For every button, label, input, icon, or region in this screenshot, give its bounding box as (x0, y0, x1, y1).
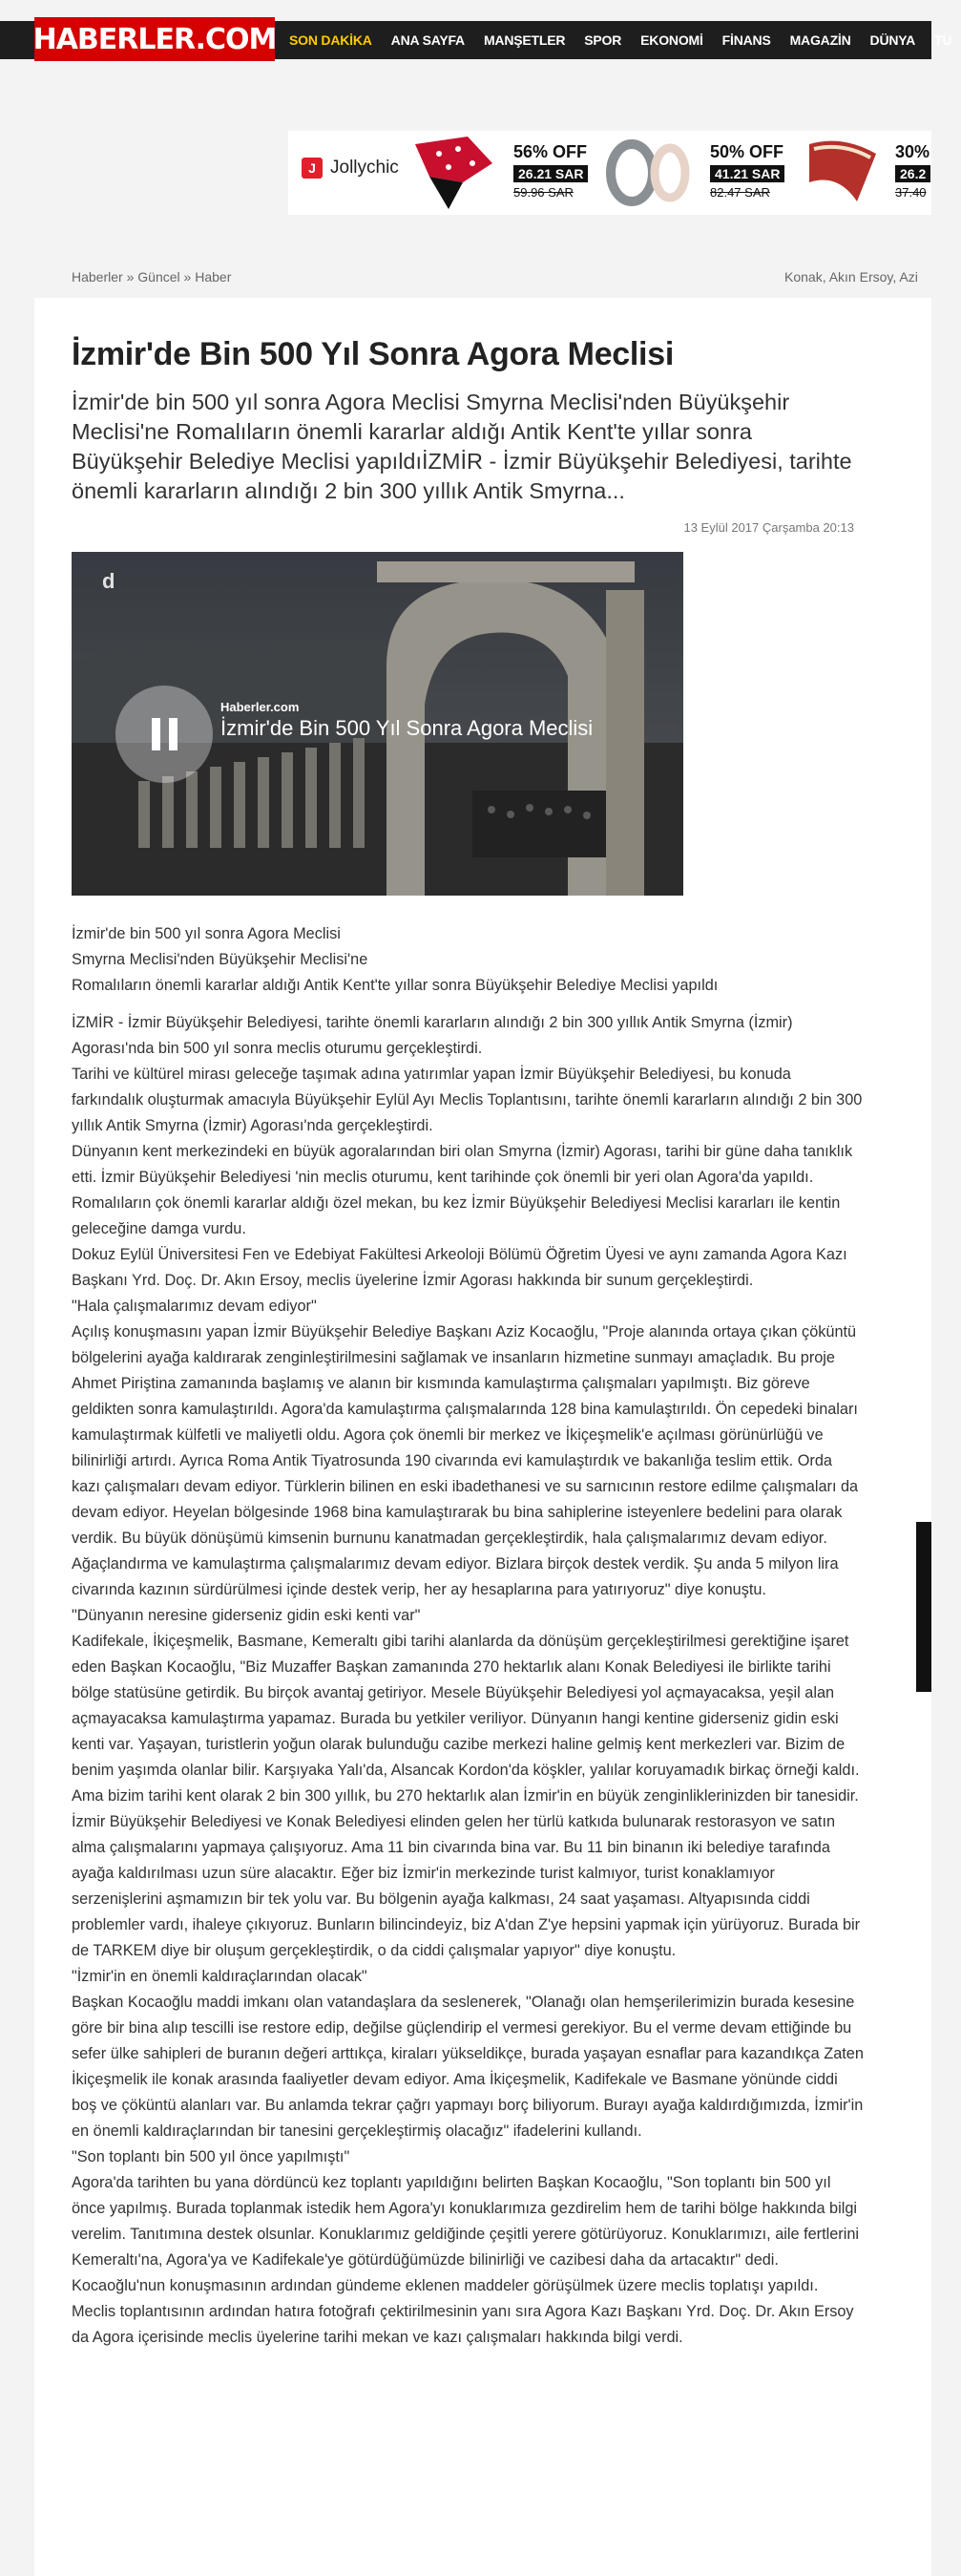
article-title: İzmir'de Bin 500 Yıl Sonra Agora Meclisi (72, 336, 674, 372)
article-paragraph: İZMİR - İzmir Büyükşehir Belediyesi, tarihte önemli kararların alındığı 2 bin 300 yıllık Antik Smyrna (İzmir) Agorası'nda bin 500 yıl sonra meclis oturumu gerçekleştirdi. (72, 1014, 793, 1057)
dailymotion-logo-icon: d (102, 569, 115, 593)
article-paragraph: Kocaoğlu'nun konuşmasının ardından gündeme eklenen maddeler görüşülmek üzere meclis toplatışı yapıldı. Meclis toplantısının ardından hatıra fotoğrafı çektirilmesinin yanı sıra Agora Kazı Başkanı Yrd. Doç. Dr. Akın Ersoy da Agora içerisinde meclis üyelerine tarihi mekan ve kazı çalışmaları hakkında bilgi verdi. (72, 2277, 854, 2346)
nav-mansetler[interactable]: MANŞETLER (483, 32, 566, 48)
article-subheading: "Dünyanın neresine giderseniz gidin eski kenti var" (72, 1607, 421, 1624)
video-player[interactable] (72, 552, 683, 896)
summary-line: İzmir'de bin 500 yıl sonra Agora Meclisi (72, 925, 341, 942)
pause-button[interactable] (115, 686, 213, 783)
breadcrumb-haber[interactable]: Haber (195, 269, 232, 285)
ad-deal-2-old-price: 82.47 SAR (710, 185, 770, 200)
red-bandana-image (410, 135, 496, 211)
article-date: 13 Eylül 2017 Çarşamba 20:13 (683, 520, 854, 535)
jollychic-logo-icon: J (302, 158, 323, 179)
ad-deal-3-old-price: 37.40 (895, 185, 927, 200)
breadcrumb-guncel[interactable]: Güncel (137, 269, 180, 285)
video-source: Haberler.com (220, 700, 300, 714)
nav-magazin[interactable]: MAGAZİN (789, 32, 851, 48)
nav-finans[interactable]: FİNANS (721, 32, 771, 48)
ad-banner[interactable] (288, 131, 931, 215)
article-subheading: "Son toplantı bin 500 yıl önce yapılmıştı" (72, 2148, 350, 2165)
nav-ekonomi[interactable]: EKONOMİ (640, 32, 703, 48)
breadcrumb (72, 269, 231, 285)
ad-deal-2-discount: 50% OFF (710, 142, 784, 161)
ad-deal-1-price: 26.21 SAR (513, 165, 588, 182)
breadcrumb-separator: » (126, 269, 135, 285)
grey-headband-image (603, 135, 689, 211)
nav-turkiye[interactable]: TÜ (934, 32, 952, 48)
article-paragraph: Başkan Kocaoğlu maddi imkanı olan vatandaşlara da seslenerek, "Olanağı olan hemşerilerimizin burada kesesine göre bir bina alıp tescilli ise restore edip, değilse güçlendirip el vermesi gerekiyor. Bu el verme devam ettiğinde bu sefer ülke sahipleri de buranın değeri arttıkça, kiraları yükseldikçe, burada yaşayan esnaflar para kazandıkça Zaten İkiçeşmelik ile konak arasında faaliyetler devam ediyor. Ama İkiçeşmelik, Kadifekale ve Basmane yönünde ciddi boş ve çöküntü alanları var. Bu anlamda tekrar çağrı yapmayı borç biliyorum. Burayı ayağa kaldırdığımızda, İzmir'in en önemli kaldıraçlarından bir tanesini gerçekleştirmiş olacağız" ifadelerini kullandı. (72, 1994, 864, 2140)
ad-brand-name: Jollychic (330, 158, 399, 178)
article-paragraph: Kadifekale, İkiçeşmelik, Basmane, Kemeraltı gibi tarihi alanlarda da dönüşüm gerçekleştirilmesi gerektiğine işaret eden Başkan Kocaoğlu, "Biz Muzaffer Başkan zamanında 270 hektarlık alanı Konak Belediyesi ile birlikte tarihi bölge statüsüne getirdik. Bu birçok avantaj getiriyor. Mesele Büyükşehir Belediyesi yol açmayacaksa, yeşil alan açmayacaksa kamulaştırma yapamaz. Burada bu yetkiler veriliyor. Dünyanın hangi kentine giderseniz gidin eski kenti var. Yaşayan, turistlerin yoğun olarak bulunduğu cazibe merkezi haline gelmiş kent merkezleri var. Bizim de benim yaşımda olanlar bilir. Karşıyaka Yalı'da, Alsancak Kordon'da köşkler, yalılar koruyamadık birkaç örneği kaldı. Ama bizim tarihi kent olarak 2 bin 300 yıllık, bu 270 hektarlık alan İzmir'in en büyük zenginliklerinizden bir tanesidir. İzmir Büyükşehir Belediyesi ve Konak Belediyesi elinden gelen her türlü katkıda bulunarak restorasyon ve satın alma çalışmalarını yapmaya çalışıyoruz. Ama 11 bin civarında bina var. Bu 11 bin binanın iki belediye tarafında ayağa kaldırılması uzun süre alacaktır. Eğer biz İzmir'in merkezinde turist kalmıyor, turist konaklamıyor serzenişlerini aşmamızın bir tek yolu var. Bu bölgenin ayağa kalkması, 24 saat yaşaması. Altyapısında ciddi problemler vardı, ihaleye çıkıyoruz. Bunların bilincindeyiz, biz A'dan Z'ye hepsini yapmak için yürüyoruz. Burada bir de TARKEM diye bir oluşum gerçekleştirdik, o da ciddi çalışmalar yapıyor" diye konuştu. (72, 1633, 861, 1959)
ad-deal-3-discount: 30% (895, 142, 930, 161)
breadcrumb-tags[interactable]: Konak, Akın Ersoy, Azi (784, 269, 918, 285)
article-summary (72, 921, 864, 999)
site-logo[interactable]: HABERLER.COM (34, 17, 275, 61)
ad-deal-2 (710, 142, 784, 200)
article-lede: İzmir'de bin 500 yıl sonra Agora Meclisi Smyrna Meclisi'nden Büyükşehir Meclisi'ne Romalıların önemli kararlar aldığı Antik Kent'te yıllar sonra Büyükşehir Belediye Meclisi yapıldıİZMİR - İzmir Büyükşehir Belediyesi, tarihte önemli kararların alındığı 2 bin 300 yıllık Antik Smyrna... (72, 390, 852, 503)
article-paragraph: Dokuz Eylül Üniversitesi Fen ve Edebiyat Fakültesi Arkeoloji Bölümü Öğretim Üyesi ve aynı zamanda Agora Kazı Başkanı Yrd. Doç. Dr. Akın Ersoy, meclis üyelerine İzmir Agorası hakkında bir sunum gerçekleştirdi. (72, 1246, 847, 1289)
ad-deal-1-old-price: 59.96 SAR (513, 185, 574, 200)
ad-deal-3-price: 26.2 (895, 165, 930, 182)
ad-deal-1-discount: 56% OFF (513, 142, 588, 161)
ad-deal-2-price: 41.21 SAR (710, 165, 784, 182)
summary-line: Romalıların önemli kararlar aldığı Antik Kent'te yıllar sonra Büyükşehir Belediye Meclisi yapıldı (72, 977, 719, 994)
breadcrumb-haberler[interactable]: Haberler (72, 269, 123, 285)
ad-brand (302, 158, 399, 179)
main-nav (289, 21, 961, 59)
article-paragraph: Açılış konuşmasını yapan İzmir Büyükşehir Belediye Başkanı Aziz Kocaoğlu, "Proje alanında ortaya çıkan çöküntü bölgelerini ayağa kaldırarak zenginleştirilmesini sağlamak ve insanların hizmetine sunmayı amaçladık. Bu proje Ahmet Piriştina zamanında başlamış ve alanın bir kısmında kamulaştırma çalışmaları yapılmıştı. Biz göreve geldikten sonra kamulaştırıldı. Agora'da kamulaştırma çalışmalarında 128 bina kamulaştırıldı. Ön cepedeki binaları kamulaştırmak külfetli ve maliyetli oldu. Agora çok önemli bir merkez ve İkiçeşmelik'e açılması görünürlüğü ve bilinirliği artırdı. Ayrıca Roma Antik Tiyatrosunda 190 civarında evi kamulaştırdık ve bakanlığa teslim ettik. Orda kazı çalışmaları devam ediyor. Türklerin bilinen en eski ibadethanesi ve su sarnıcının restore edilme çalışmaları da devam ediyor. Heyelan bölgesinde 1968 bina kamulaştırarak bu bina sahiplerine isteyenlere bedelini para olarak verdik. Bu büyük dönüşümü kimsenin burnunu kanatmadan gerçekleştirdik, hala çalışmalarımız devam ediyor. Ağaçlandırma ve kamulaştırma çalışmalarımız devam ediyor. Bizlara birçok destek verdik. Şu anda 5 milyon lira civarında kazının sürdürülmesi içinde destek verip, her ay hesaplarına para yatırıyoruz" diye konuştu. (72, 1323, 859, 1598)
breadcrumb-separator: » (183, 269, 192, 285)
article-paragraph: Agora'da tarihten bu yana dördüncü kez toplantı yapıldığını belirten Başkan Kocaoğlu, "Son toplantı bin 500 yıl önce yapılmış. Burada toplanmak istedik hem Agora'yı konuklarımıza gezdirelim hem de tarihi bölge hakkında bilgi verelim. Tanıtımına destek olsunlar. Konuklarımız geldiğinde çeşitli yerere götürüyoruz. Konuklarımızı, aile fertlerini Kemeraltı'na, Agora'ya ve Kadifekale'ye götürdüğümüzde bilinirliği ve cazibesi daha da artacaktır" dedi. (72, 2174, 859, 2269)
pause-icon (152, 718, 178, 750)
article-body (72, 1010, 864, 2351)
ad-deal-3 (895, 142, 930, 200)
red-scarf-image (800, 135, 886, 211)
side-ad-edge[interactable] (916, 1522, 931, 1692)
nav-son-dakika[interactable]: SON DAKİKA (289, 32, 372, 48)
video-title[interactable]: İzmir'de Bin 500 Yıl Sonra Agora Meclisi (220, 716, 594, 740)
nav-ana-sayfa[interactable]: ANA SAYFA (390, 32, 465, 48)
summary-line: Smyrna Meclisi'nden Büyükşehir Meclisi'ne (72, 951, 368, 968)
nav-spor[interactable]: SPOR (584, 32, 622, 48)
article-subheading: "Hala çalışmalarımız devam ediyor" (72, 1298, 317, 1315)
article-paragraph: Tarihi ve kültürel mirası geleceğe taşımak adına yatırımlar yapan İzmir Büyükşehir Belediyesi, bu konuda farkındalık oluşturmak amacıyla Büyükşehir Eylül Ayı Meclis Toplantısını, tarihte önemli kararların alındığı 2 bin 300 yıllık Antik Smyrna (İzmir) Agorası'nda gerçekleştirdi. (72, 1066, 863, 1134)
article-paragraph: Dünyanın kent merkezindeki en büyük agoralarından biri olan Smyrna (İzmir) Agorası, tarihi bir güne daha tanıklık etti. İzmir Büyükşehir Belediyesi 'nin meclis oturumu, kent tarihinde çok önemli bir yeri olan Agora'da yapıldı. Romalıların çok önemli kararlar aldığı özel mekan, bu kez İzmir Büyükşehir Belediyesi Meclisi kararları ile kentin geleceğine damga vurdu. (72, 1143, 853, 1237)
nav-dunya[interactable]: DÜNYA (869, 32, 916, 48)
article-subheading: "İzmir'in en önemli kaldıraçlarından olacak" (72, 1968, 367, 1985)
ad-deal-1 (513, 142, 588, 200)
